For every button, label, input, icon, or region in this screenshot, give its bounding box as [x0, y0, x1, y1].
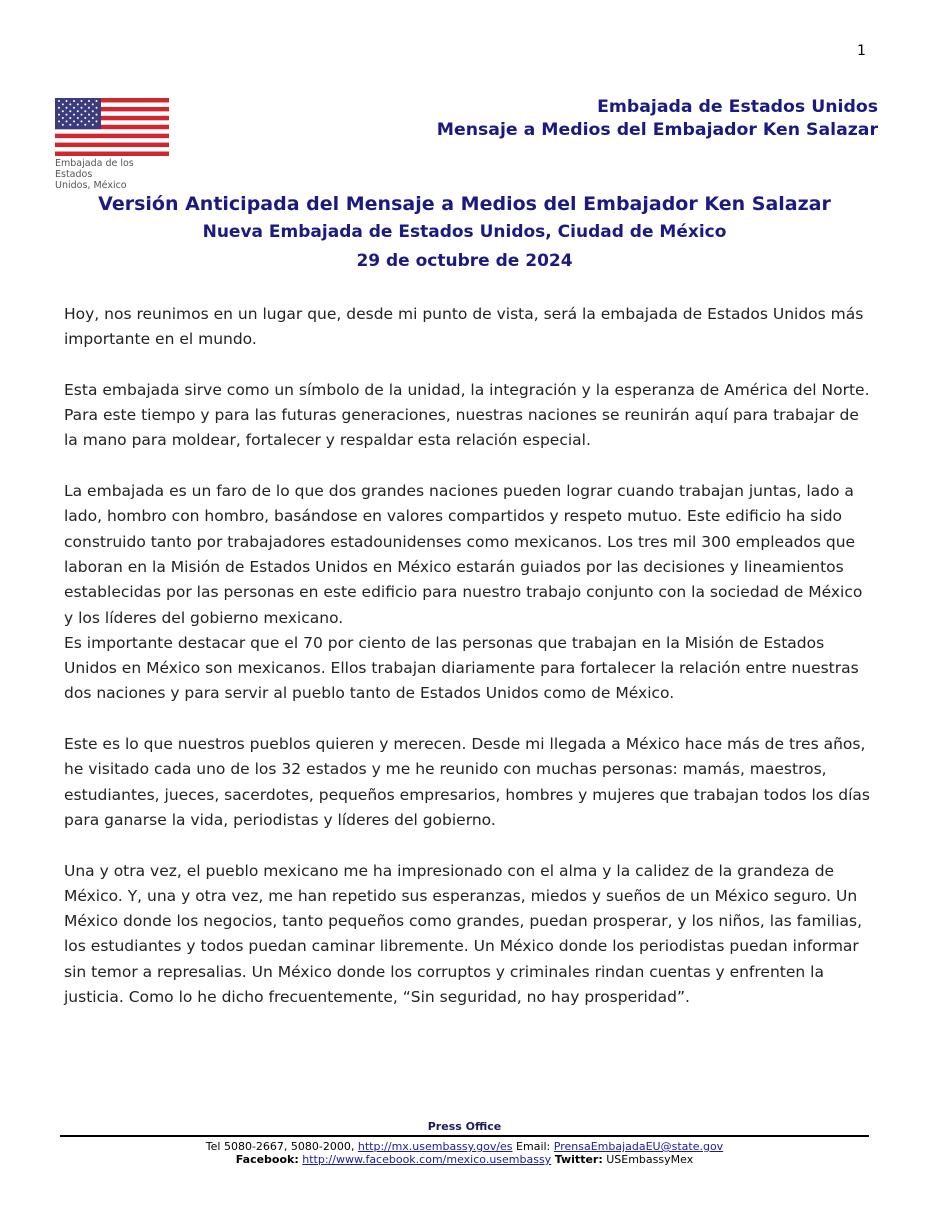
website-link[interactable]: http://mx.usembassy.gov/es: [357, 1140, 513, 1153]
message-body: [64, 302, 870, 1036]
paragraph-2: Esta embajada sirve como un símbolo de la unidad, la integración y la esperanza de América del Norte. Para este tiempo y para las futuras generaciones, nuestras naciones se reunirán aquí para trabajar de la mano para moldear, fortalecer y respaldar esta relación especial.: [64, 380, 870, 450]
footer-contact-line: [0, 1140, 929, 1153]
logo-caption-line2: Unidos, México: [55, 180, 127, 191]
paragraph-3a: La embajada es un faro de lo que dos grandes naciones pueden lograr cuando trabajan juntas, lado a lado, hombro con hombro, basándose en valores compartidos y respeto mutuo. Este edificio ha sido construido tanto por trabajadores estadounidenses como mexicanos. Los tres mil 300 empleados que laboran en la Misión de Estados Unidos en México estarán guiados por las decisiones y lineamientos establecidas por las personas en este edificio para nuestro trabajo conjunto con la sociedad de México y los líderes del gobierno mexicano.: [64, 482, 863, 627]
embassy-logo: [55, 98, 170, 191]
page-number: 1: [857, 43, 866, 59]
footer-divider: [60, 1135, 869, 1137]
email-label: Email:: [516, 1140, 551, 1153]
twitter-handle: USEmbassyMex: [606, 1153, 694, 1166]
header-embassy-name: Embajada de Estados Unidos: [597, 97, 878, 117]
facebook-link[interactable]: http://www.facebook.com/mexico.usembassy: [302, 1153, 552, 1166]
paragraph-3b: Es importante destacar que el 70 por ciento de las personas que trabajan en la Misión de Estados Unidos en México son mexicanos. Ellos trabajan diariamente para fortalecer la relación entre nuestras dos naciones y para servir al pueblo tanto de Estados Unidos como de México.: [64, 633, 859, 703]
paragraph-1: Hoy, nos reunimos en un lugar que, desde mi punto de vista, será la embajada de Estados Unidos más importante en el mundo.: [64, 305, 864, 349]
subtitle: Nueva Embajada de Estados Unidos, Ciudad de México: [202, 222, 727, 242]
us-flag-icon: [55, 98, 169, 156]
header-message-title: Mensaje a Medios del Embajador Ken Salazar: [436, 120, 878, 140]
main-title: Versión Anticipada del Mensaje a Medios del Embajador Ken Salazar: [98, 193, 831, 215]
logo-caption-line1: Embajada de los Estados: [55, 158, 134, 180]
logo-caption: [55, 158, 170, 191]
paragraph-5: Una y otra vez, el pueblo mexicano me ha impresionado con el alma y la calidez de la grandeza de México. Y, una y otra vez, me han repetido sus esperanzas, miedos y sueños de un México seguro. Un México donde los negocios, tanto pequeños como grandes, puedan prosperar, y los niños, las familias, los estudiantes y todos puedan caminar libremente. Un México donde los periodistas puedan informar sin temor a represalias. Un México donde los corruptos y criminales rindan cuentas y enfrenten la justicia. Como lo he dicho frecuentemente, “Sin seguridad, no hay prosperidad”.: [64, 861, 863, 1007]
document-date: 29 de octubre de 2024: [356, 251, 573, 271]
title-block: [0, 191, 929, 275]
footer-telephone: Tel 5080-2667, 5080-2000,: [205, 1140, 355, 1153]
footer-social-line: [0, 1153, 929, 1166]
footer: [0, 1120, 929, 1166]
paragraph-3: [64, 479, 870, 707]
paragraph-4: Este es lo que nuestros pueblos quieren y merecen. Desde mi llegada a México hace más de tres años, he visitado cada uno de los 32 estados y me he reunido con muchas personas: mamás, maestros, estudiantes, jueces, sacerdotes, pequeños empresarios, hombres y mujeres que trabajan todos los días para ganarse la vida, periodistas y líderes del gobierno.: [64, 735, 870, 829]
twitter-label: Twitter:: [554, 1153, 603, 1166]
email-link[interactable]: PrensaEmbajadaEU@state.gov: [553, 1140, 724, 1153]
facebook-label: Facebook:: [235, 1153, 299, 1166]
press-office-label: Press Office: [427, 1120, 502, 1133]
document-header: [437, 96, 878, 142]
